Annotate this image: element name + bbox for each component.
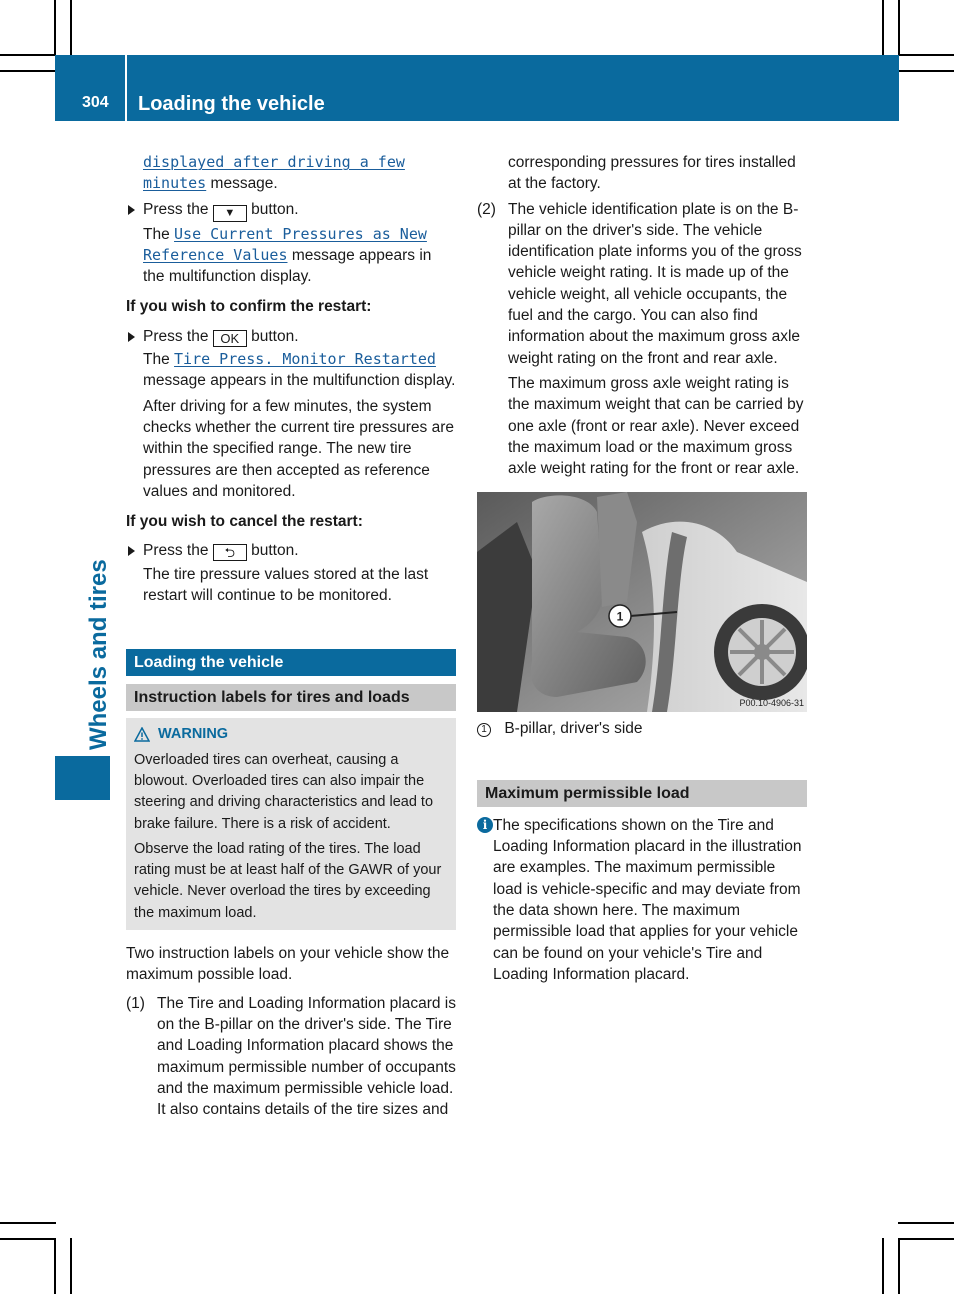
step-note: The tire pressure values stored at the last restart will continue to be monitored.: [143, 565, 429, 605]
crop-mark: [0, 54, 56, 56]
note-pre: The: [143, 225, 170, 243]
ok-key-icon: OK: [213, 330, 247, 347]
crop-mark: [882, 0, 884, 56]
figure-callout: 1: [616, 609, 624, 624]
section-title-max-load: Maximum permissible load: [477, 780, 807, 807]
warning-text: Overloaded tires can overheat, causing a blowout. Overloaded tires can also impair the steering and driving characteristics and lead to brake failure. There is a risk of accident.: [134, 751, 434, 832]
figure-caption: [477, 718, 807, 739]
step-arrow-icon: [128, 332, 135, 342]
step-arrow-icon: [128, 546, 135, 556]
step-arrow-icon: [128, 205, 135, 215]
car-interior-illustration: [477, 492, 807, 712]
crop-mark: [898, 70, 954, 72]
crop-mark: [54, 1238, 56, 1294]
note-post: message appears in the multifunction display.: [143, 372, 456, 390]
back-key-icon: ⮌: [213, 544, 247, 561]
step-note: [126, 349, 456, 392]
note-post: message appears in the multifunction display.: [143, 246, 432, 286]
crop-mark: [70, 1238, 72, 1294]
display-message-code: displayed after driving a few minutes: [143, 153, 405, 193]
item-continued: corresponding pressures for tires installed at the factory.: [508, 154, 796, 193]
cancel-heading: If you wish to cancel the restart:: [126, 513, 363, 531]
step-suffix: button.: [251, 200, 299, 218]
right-column: [477, 152, 807, 985]
header-divider: [125, 55, 127, 121]
info-note: [477, 815, 807, 985]
page-header: [55, 55, 899, 121]
numbered-item: [126, 993, 456, 1121]
step-press-ok: [126, 326, 456, 347]
info-text: The specifications shown on the Tire and Loading Information placard in the illustration are examples. The maximum permissible load is vehicle-specific and may deviate from the data shown here. The maximum permissible load that applies for your vehicle can be found on your vehicle's Tire and Loading Information placard.: [493, 816, 802, 983]
crop-mark: [70, 0, 72, 56]
item-number: (1): [126, 994, 145, 1012]
chapter-tab-marker: [55, 756, 110, 800]
caption-number-icon: 1: [477, 723, 491, 737]
step-press-back: [126, 540, 456, 561]
warning-text: Observe the load rating of the tires. The load rating must be at least half of the GAWR of your vehicle. Never overload the tires by exceeding the maximum load.: [134, 840, 442, 921]
page-number: 304: [82, 94, 109, 111]
warning-heading: [134, 724, 448, 745]
crop-mark: [898, 0, 900, 56]
step-prefix: Press the: [143, 200, 209, 218]
warning-box: [126, 718, 456, 930]
down-arrow-key-icon: ▼: [213, 205, 247, 222]
confirm-heading: If you wish to confirm the restart:: [126, 298, 372, 316]
intro-text: message.: [210, 175, 278, 193]
item-detail: The maximum gross axle weight rating is the maximum weight that can be carried by one axle (front or rear axle). Never exceed the maximum load or the maximum gross axle weight rating for the front or rear axle.: [508, 374, 804, 478]
warning-triangle-icon: [134, 727, 150, 742]
chapter-side-label-text: Wheels and tires: [85, 559, 112, 750]
step-prefix: Press the: [143, 542, 209, 560]
step-suffix: button.: [251, 327, 299, 345]
section-title-loading: Loading the vehicle: [126, 649, 456, 676]
step-note: [126, 224, 456, 288]
chapter-side-label: [82, 560, 118, 750]
numbered-item: [477, 199, 807, 369]
crop-mark: [0, 1222, 56, 1224]
step-suffix: button.: [251, 542, 299, 560]
note-pre: The: [143, 351, 170, 369]
item-number: (2): [477, 200, 496, 218]
crop-mark: [898, 54, 954, 56]
header-title: Loading the vehicle: [138, 93, 325, 115]
labels-intro: Two instruction labels on your vehicle show the maximum possible load.: [126, 945, 450, 984]
step-press-down: [126, 199, 456, 222]
display-message-code: Tire Press. Monitor Restarted: [174, 350, 436, 369]
crop-mark: [898, 1238, 954, 1240]
warning-title: WARNING: [158, 726, 229, 743]
intro-paragraph: [126, 152, 456, 195]
display-message-code: Use Current Pressures as New Reference Values: [143, 224, 427, 264]
b-pillar-photo: [477, 492, 807, 712]
subsection-title-labels: Instruction labels for tires and loads: [126, 684, 456, 711]
step-prefix: Press the: [143, 327, 209, 345]
figure-code: P00.10-4906-31: [739, 698, 804, 709]
crop-mark: [898, 1238, 900, 1294]
crop-mark: [0, 1238, 56, 1240]
item-text: The Tire and Loading Information placard is on the B-pillar on the driver's side. The Tire and Loading Information placard shows the maximum permissible number of occupants and the maximum permissible vehicle load. It also contains details of the tire sizes and: [157, 994, 456, 1119]
info-icon: i: [477, 817, 493, 833]
crop-mark: [0, 70, 56, 72]
crop-mark: [882, 1238, 884, 1294]
crop-mark: [54, 0, 56, 56]
crop-mark: [898, 1222, 954, 1224]
item-text: The vehicle identification plate is on the B-pillar on the driver's side. The vehicle identification plate informs you of the gross vehicle weight rating. It is made up of the vehicle weight, all vehicle occupants, the fuel and the cargo. You can also find information about the maximum gross axle weight rating on the front and rear axle.: [508, 200, 802, 367]
step-detail: After driving for a few minutes, the system checks whether the current tire pressures are within the specified range. The new tire pressures are then accepted as reference values and monitored.: [143, 397, 454, 500]
left-column: [126, 152, 456, 1120]
caption-text: B-pillar, driver's side: [504, 720, 643, 738]
